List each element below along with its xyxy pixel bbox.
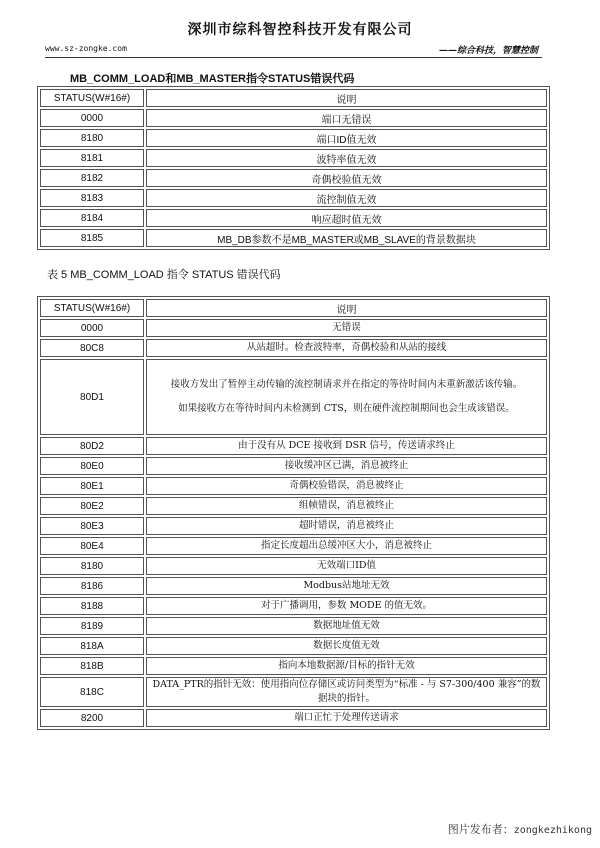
table2-header-row — [40, 299, 547, 317]
status-code-cell: 818A — [40, 637, 144, 655]
table-row — [40, 339, 547, 357]
description-cell: 奇偶校验错误，消息被终止 — [146, 477, 547, 495]
table1-title: MB_COMM_LOAD和MB_MASTER指令STATUS错误代码 — [70, 73, 355, 85]
table1-header-row — [40, 89, 547, 107]
description-cell: 响应超时值无效 — [146, 209, 547, 227]
description-paragraph: 接收方发出了暂停主动传输的流控制请求并在指定的等待时间内未重新激活该传输。 — [170, 379, 523, 390]
description-cell: 数据长度值无效 — [146, 637, 547, 655]
status-code-cell: 80C8 — [40, 339, 144, 357]
table-row — [40, 189, 547, 207]
status-code-cell: 8184 — [40, 209, 144, 227]
description-cell: 指定长度超出总缓冲区大小，消息被终止 — [146, 537, 547, 555]
status-code-cell: 8189 — [40, 617, 144, 635]
status-code-cell: 80D2 — [40, 437, 144, 455]
description-cell: 波特率值无效 — [146, 149, 547, 167]
description-cell: 无错误 — [146, 319, 547, 337]
table-row — [40, 637, 547, 655]
status-code-cell: 8200 — [40, 709, 144, 727]
table-row — [40, 497, 547, 515]
status-code-cell: 80E4 — [40, 537, 144, 555]
table1-status-codes — [37, 86, 550, 250]
description-cell: 对于广播调用，参数 MODE 的值无效。 — [146, 597, 547, 615]
description-cell: 从站超时。检查波特率，奇偶校验和从站的接线 — [146, 339, 547, 357]
description-cell: 无效端口ID值 — [146, 557, 547, 575]
description-cell: MB_DB参数不是MB_MASTER或MB_SLAVE的背景数据块 — [146, 229, 547, 247]
table-row — [40, 709, 547, 727]
status-code-cell: 8182 — [40, 169, 144, 187]
table-row — [40, 229, 547, 247]
status-code-cell: 80D1 — [40, 359, 144, 435]
table2-title: 表 5 MB_COMM_LOAD 指令 STATUS 错误代码 — [47, 269, 281, 281]
description-cell: 接收缓冲区已满，消息被终止 — [146, 457, 547, 475]
status-code-cell: 8186 — [40, 577, 144, 595]
table-row — [40, 577, 547, 595]
description-cell: 组帧错误，消息被终止 — [146, 497, 547, 515]
table-row — [40, 517, 547, 535]
table-row — [40, 677, 547, 707]
description-cell: 端口ID值无效 — [146, 129, 547, 147]
company-name: 深圳市综科智控科技开发有限公司 — [187, 22, 413, 38]
table-row — [40, 597, 547, 615]
status-code-cell: 0000 — [40, 319, 144, 337]
status-code-cell: 8180 — [40, 129, 144, 147]
description-cell: DATA_PTR的指针无效：使用指向位存储区或访问类型为“标准 - 与 S7-300/400 兼容”的数据块的指针。 — [146, 677, 547, 707]
status-code-cell: 8185 — [40, 229, 144, 247]
status-code-cell: 80E3 — [40, 517, 144, 535]
website-url: www.sz-zongke.com — [45, 44, 127, 53]
description-cell: Modbus站地址无效 — [146, 577, 547, 595]
header-divider — [45, 57, 542, 58]
status-code-cell: 818B — [40, 657, 144, 675]
description-cell: 奇偶校验值无效 — [146, 169, 547, 187]
table-row — [40, 149, 547, 167]
table-row — [40, 477, 547, 495]
status-code-cell: 8180 — [40, 557, 144, 575]
status-code-cell: 80E0 — [40, 457, 144, 475]
company-slogan: ——综合科技，智慧控制 — [438, 46, 538, 56]
description-cell — [146, 359, 547, 435]
table-row — [40, 457, 547, 475]
status-code-cell: 818C — [40, 677, 144, 707]
table2-status-codes — [37, 296, 550, 730]
description-cell: 流控制值无效 — [146, 189, 547, 207]
column-header-status: STATUS(W#16#) — [40, 89, 144, 107]
status-code-cell: 0000 — [40, 109, 144, 127]
watermark-label: 图片发布者： — [447, 824, 514, 836]
table-row — [40, 129, 547, 147]
table-row — [40, 359, 547, 435]
status-code-cell: 8181 — [40, 149, 144, 167]
status-code-cell: 8183 — [40, 189, 144, 207]
table-row — [40, 617, 547, 635]
table-row — [40, 209, 547, 227]
description-cell: 数据地址值无效 — [146, 617, 547, 635]
table-row — [40, 437, 547, 455]
watermark-author: zongkezhikong — [513, 825, 592, 836]
status-code-cell: 80E2 — [40, 497, 144, 515]
status-code-cell: 80E1 — [40, 477, 144, 495]
column-header-description: 说明 — [146, 299, 547, 317]
description-cell: 由于没有从 DCE 接收到 DSR 信号，传送请求终止 — [146, 437, 547, 455]
table-row — [40, 319, 547, 337]
table-row — [40, 557, 547, 575]
column-header-status: STATUS(W#16#) — [40, 299, 144, 317]
column-header-description: 说明 — [146, 89, 547, 107]
table-row — [40, 657, 547, 675]
table-row — [40, 109, 547, 127]
description-cell: 端口正忙于处理传送请求 — [146, 709, 547, 727]
description-cell: 端口无错误 — [146, 109, 547, 127]
publisher-watermark — [448, 821, 592, 837]
description-cell: 超时错误，消息被终止 — [146, 517, 547, 535]
table-row — [40, 537, 547, 555]
description-paragraph: 如果接收方在等待时间内未检测到 CTS，则在硬件流控制期间也会生成该错误。 — [178, 403, 515, 414]
status-code-cell: 8188 — [40, 597, 144, 615]
description-cell: 指向本地数据源/目标的指针无效 — [146, 657, 547, 675]
table-row — [40, 169, 547, 187]
